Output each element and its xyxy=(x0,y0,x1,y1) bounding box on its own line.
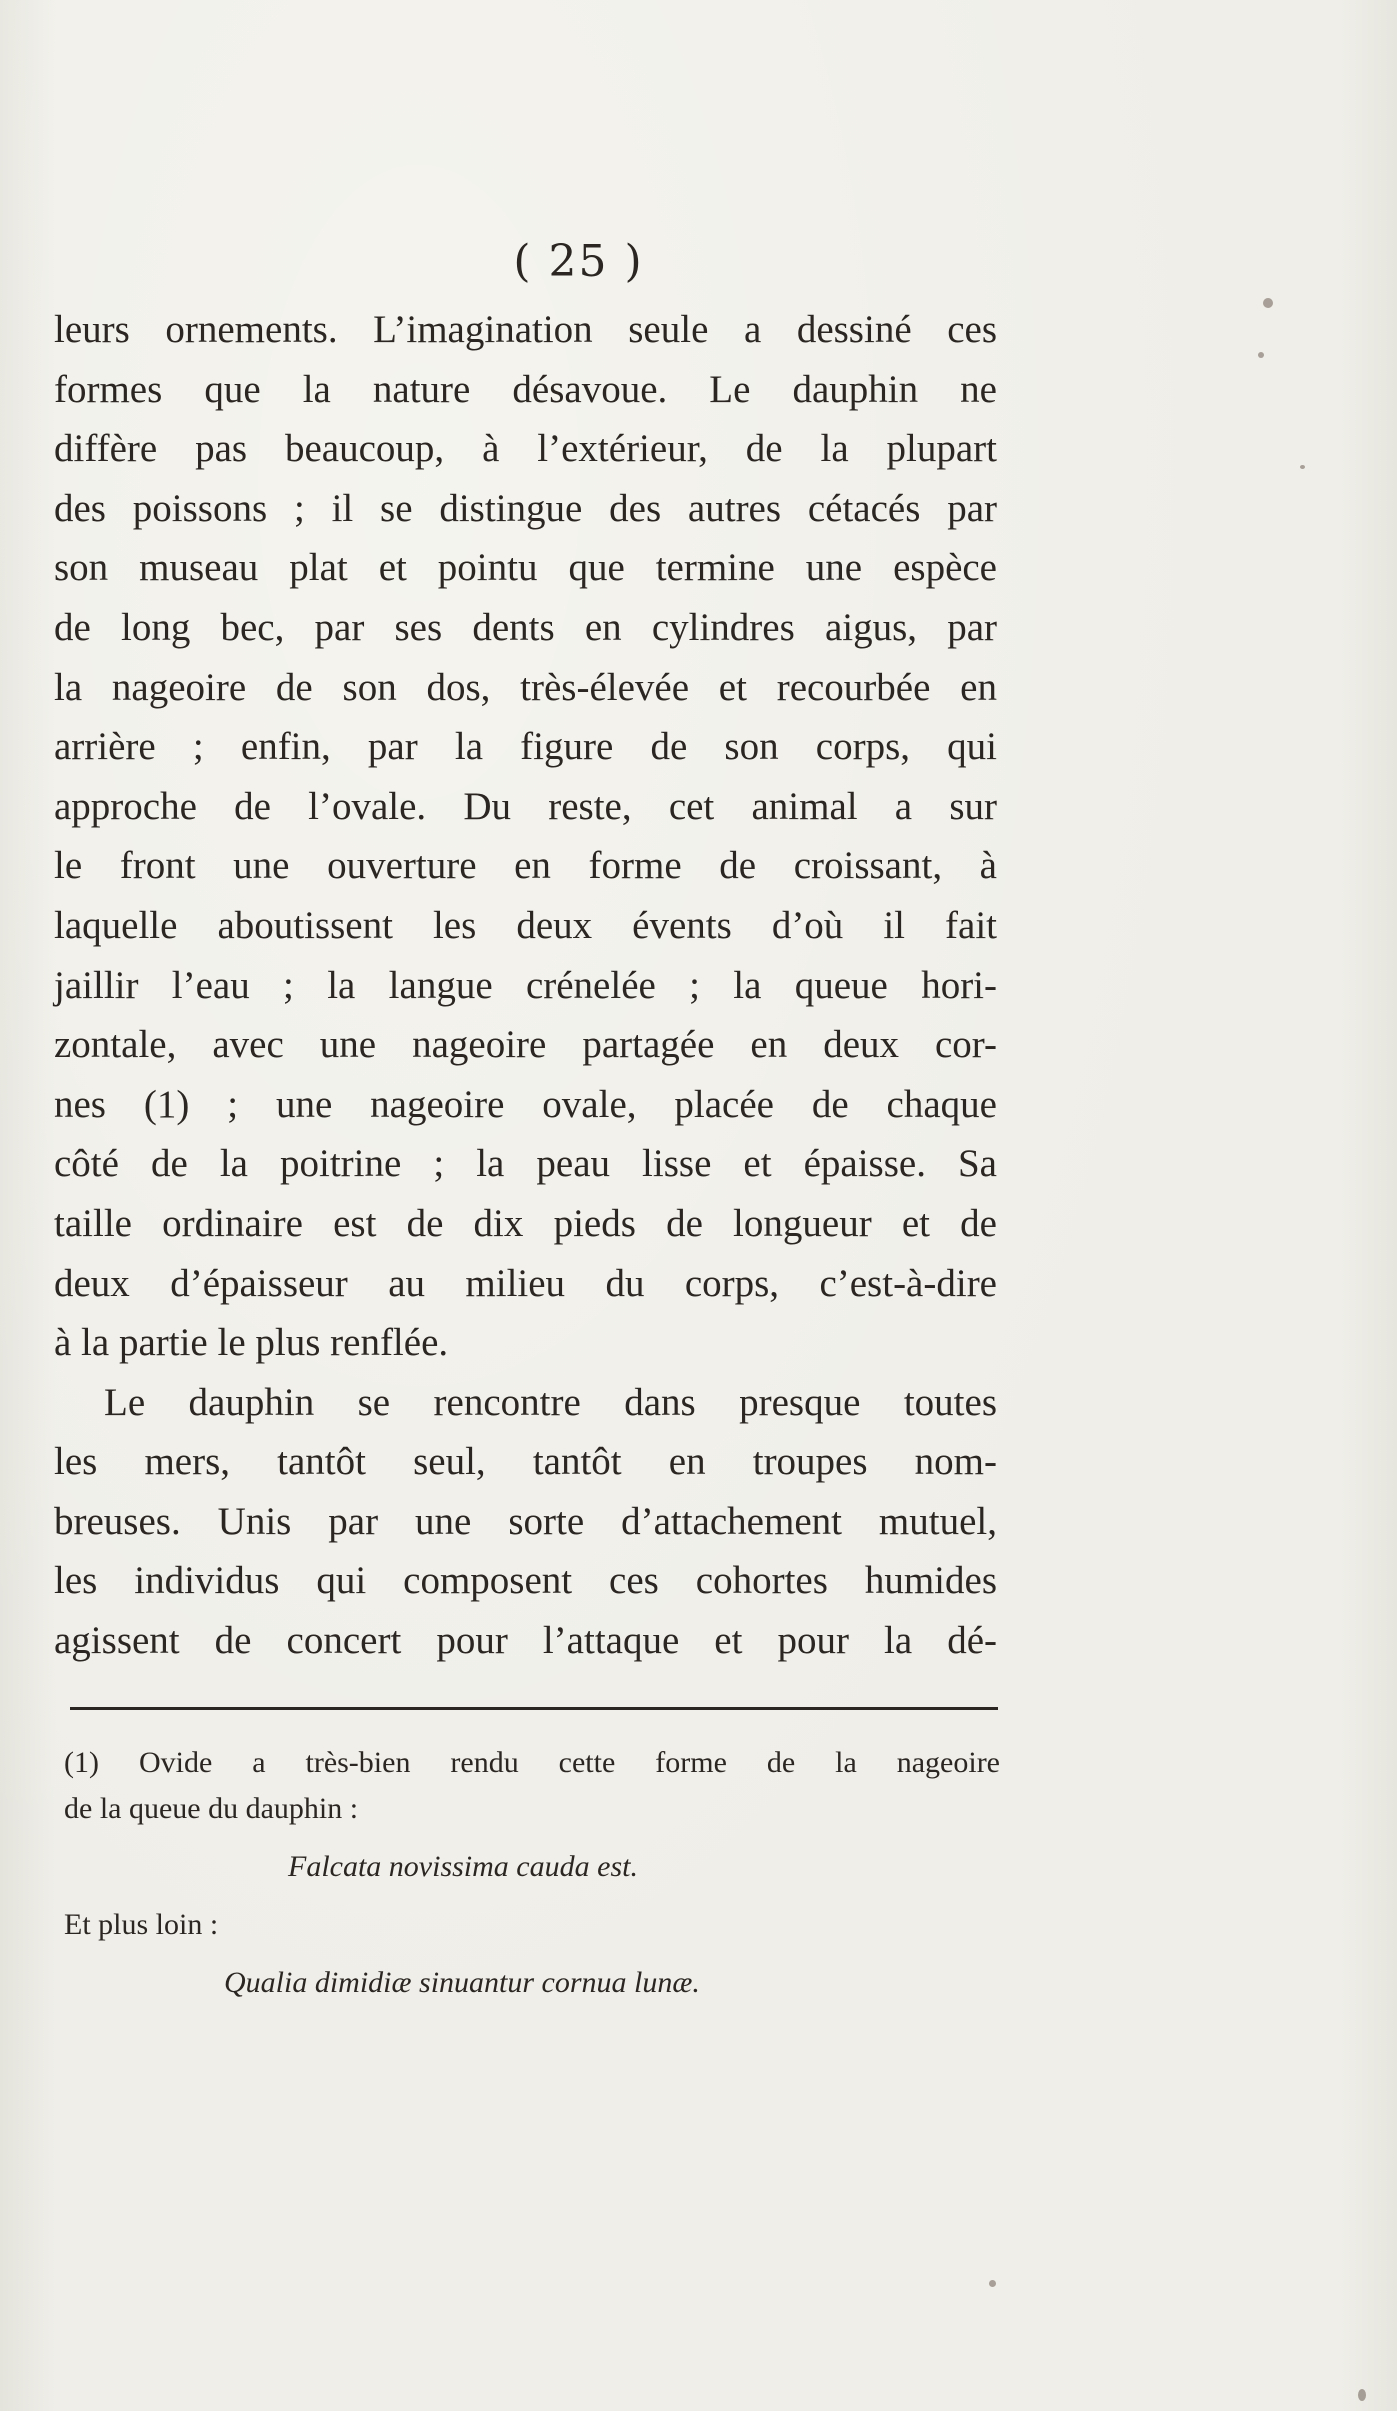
text-line: des poissons ; il se distingue des autres cétacés par xyxy=(54,486,997,530)
text-line: de long bec, par ses dents en cylindres aigus, par xyxy=(54,605,997,649)
footnote-separator-rule xyxy=(70,1707,998,1710)
footnote-line: de la queue du dauphin : xyxy=(64,1792,359,1825)
footnote-verse: Qualia dimidiæ sinuantur cornua lunæ. xyxy=(224,1966,700,1999)
text-line: approche de l’ovale. Du reste, cet animal a sur xyxy=(54,784,997,828)
footnote-verse: Falcata novissima cauda est. xyxy=(288,1850,638,1883)
text-line: côté de la poitrine ; la peau lisse et épaisse. Sa xyxy=(54,1142,997,1186)
footnote-line: (1) Ovide a très-bien rendu cette forme de la nageoire xyxy=(64,1746,1000,1779)
paper-speck xyxy=(1258,352,1264,358)
text-line: zontale, avec une nageoire partagée en deux cor- xyxy=(54,1023,997,1067)
text-line: son museau plat et pointu que termine une espèce xyxy=(54,546,997,590)
footnote-line: Et plus loin : xyxy=(64,1908,219,1941)
paper-speck xyxy=(989,2280,996,2287)
text-line: à la partie le plus renflée. xyxy=(54,1321,449,1365)
text-line: les individus qui composent ces cohortes humides xyxy=(54,1559,997,1603)
text-line: laquelle aboutissent les deux évents d’où il fait xyxy=(54,903,997,947)
text-line: le front une ouverture en forme de croissant, à xyxy=(54,844,997,888)
text-line: la nageoire de son dos, très-élevée et recourbée en xyxy=(54,665,997,709)
text-line: arrière ; enfin, par la figure de son corps, qui xyxy=(54,725,997,769)
text-line: diffère pas beaucoup, à l’extérieur, de la plupart xyxy=(54,427,997,471)
footnote xyxy=(64,1740,1000,2018)
text-line: leurs ornements. L’imagination seule a dessiné ces xyxy=(54,308,997,351)
text-line: agissent de concert pour l’attaque et pour la dé- xyxy=(54,1619,997,1663)
text-line: formes que la nature désavoue. Le dauphin ne xyxy=(54,367,997,411)
paper-speck xyxy=(1263,298,1273,308)
text-line: deux d’épaisseur au milieu du corps, c’est-à-dire xyxy=(54,1261,997,1305)
paragraph-start-line: Le dauphin se rencontre dans presque toutes xyxy=(104,1380,997,1424)
page-number: ( 25 ) xyxy=(513,236,644,287)
text-line: taille ordinaire est de dix pieds de longueur et de xyxy=(54,1201,997,1245)
paper-speck xyxy=(1358,2389,1366,2401)
main-text xyxy=(54,300,997,1671)
text-line: nes (1) ; une nageoire ovale, placée de chaque xyxy=(54,1082,997,1126)
paper-speck xyxy=(1300,465,1305,469)
text-line: jaillir l’eau ; la langue crénelée ; la queue hori- xyxy=(54,963,997,1007)
text-line: breuses. Unis par une sorte d’attachement mutuel, xyxy=(54,1499,997,1543)
text-line: les mers, tantôt seul, tantôt en troupes nom- xyxy=(54,1440,997,1484)
